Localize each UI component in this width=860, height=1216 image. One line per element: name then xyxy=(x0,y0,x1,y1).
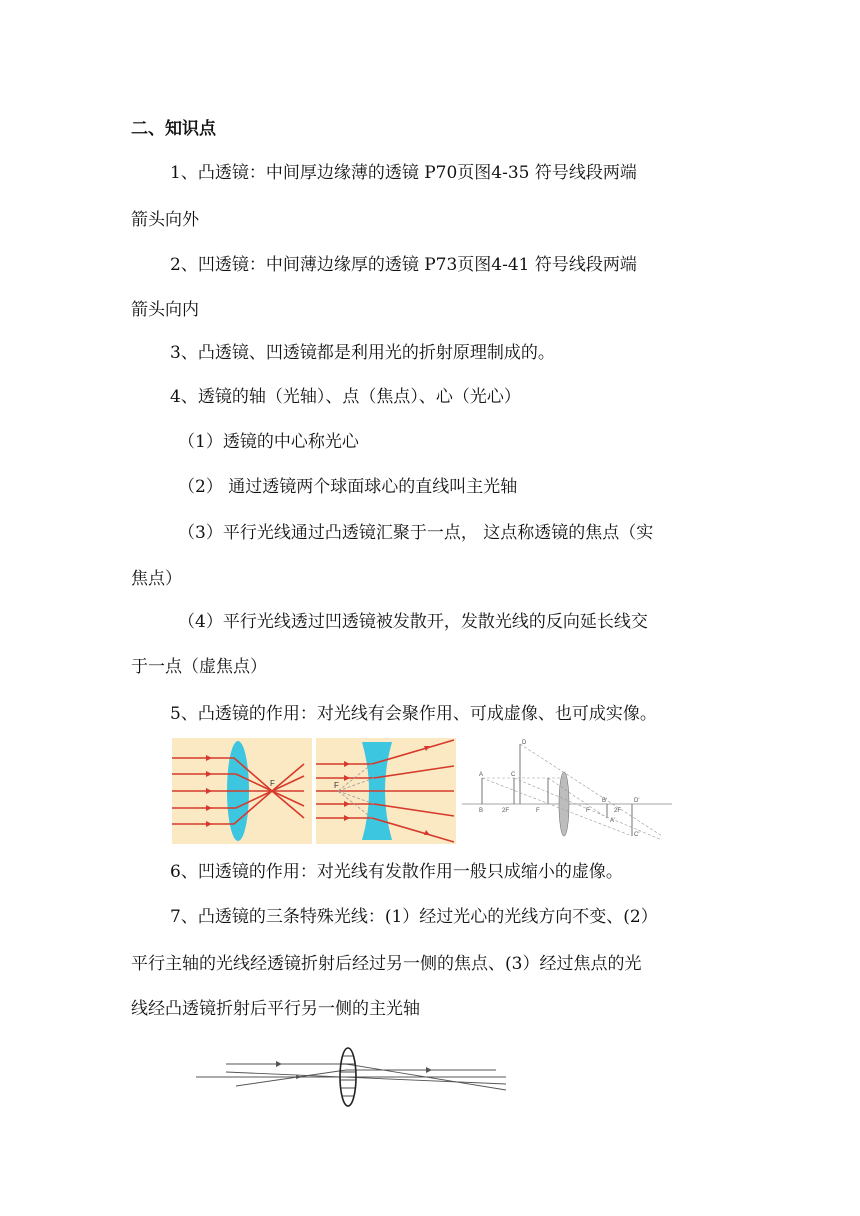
item-4-sub-3-line-1: （3）平行光线通过凸透镜汇聚于一点， 这点称透镜的焦点（实 xyxy=(178,523,654,543)
svg-text:D': D' xyxy=(634,798,640,804)
item-3: 3、凸透镜、凹透镜都是利用光的折射原理制成的。 xyxy=(170,343,555,363)
special-ray-lines xyxy=(196,1064,506,1090)
convex-lens-figure xyxy=(172,738,312,844)
item-7-line-2: 平行主轴的光线经透镜折射后经过另一侧的焦点、(3）经过焦点的光 xyxy=(131,954,642,974)
concave-lens-figure xyxy=(316,738,456,844)
svg-text:2F: 2F xyxy=(502,808,510,814)
diagram-labels xyxy=(479,740,639,838)
item-2-line-1: 2、凹透镜：中间薄边缘厚的透镜 P73页图4-41 符号线段两端 xyxy=(170,255,637,275)
svg-text:D: D xyxy=(522,740,527,746)
item-4-sub-4-line-1: （4）平行光线透过凹透镜被发散开，发散光线的反向延长线交 xyxy=(178,612,648,632)
item-4-sub-2: （2） 通过透镜两个球面球心的直线叫主光轴 xyxy=(178,477,518,497)
imaging-diagram xyxy=(462,736,672,846)
item-1-line-1: 1、凸透镜：中间厚边缘薄的透镜 P70页图4-35 符号线段两端 xyxy=(170,163,637,183)
svg-text:C': C' xyxy=(634,832,640,838)
svg-text:B: B xyxy=(479,808,484,814)
svg-text:F: F xyxy=(536,808,540,814)
item-4-sub-1: （1）透镜的中心称光心 xyxy=(178,432,359,452)
svg-text:2F: 2F xyxy=(614,808,622,814)
svg-text:F: F xyxy=(586,808,590,814)
lens-shape xyxy=(559,772,569,836)
item-1-line-2: 箭头向外 xyxy=(131,210,199,230)
item-4-sub-3-line-2: 焦点） xyxy=(131,569,182,589)
special-rays-figure xyxy=(196,1044,516,1108)
svg-text:B': B' xyxy=(602,798,608,804)
ray-lines xyxy=(482,744,662,840)
item-7-line-3: 线经凸透镜折射后平行另一侧的主光轴 xyxy=(131,999,420,1019)
item-2-line-2: 箭头向内 xyxy=(131,300,199,320)
item-7-line-1: 7、凸透镜的三条特殊光线：(1）经过光心的光线方向不变、(2） xyxy=(170,907,658,927)
svg-text:C: C xyxy=(511,772,516,778)
svg-text:A': A' xyxy=(610,818,616,824)
svg-text:A: A xyxy=(479,772,484,778)
concave-focus-label: F xyxy=(334,781,339,790)
item-4: 4、透镜的轴（光轴）、点（焦点）、心（光心） xyxy=(170,387,521,407)
lens-hatching xyxy=(340,1056,356,1096)
section-heading: 二、知识点 xyxy=(131,119,216,139)
item-5: 5、凸透镜的作用：对光线有会聚作用、可成虚像、也可成实像。 xyxy=(170,704,657,724)
item-6: 6、凹透镜的作用：对光线有发散作用一般只成缩小的虚像。 xyxy=(170,862,623,882)
convex-focus-label: F xyxy=(270,779,275,788)
item-4-sub-4-line-2: 于一点（虚焦点） xyxy=(131,657,267,677)
